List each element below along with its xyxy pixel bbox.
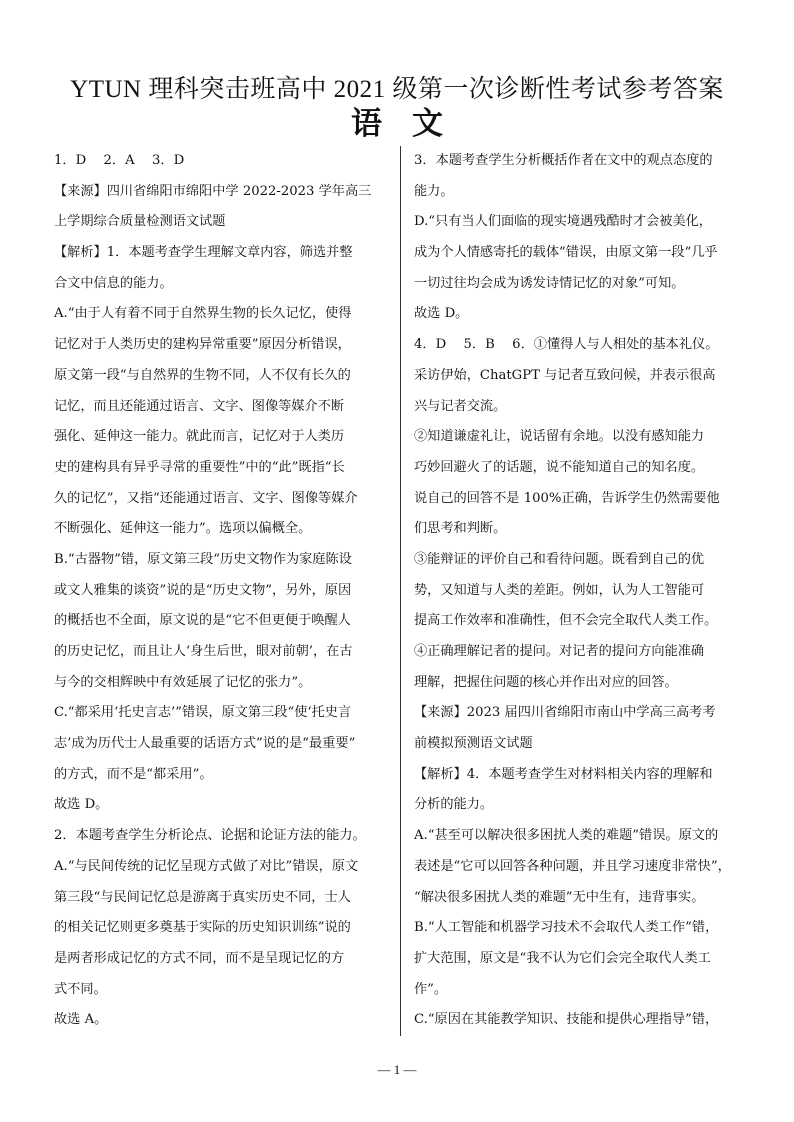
text-line: 是两者形成记忆的方式不同，而不是呈现记忆的方 [54,950,345,966]
page-number: — 1 — [377,1062,417,1077]
text-line: ④正确理解记者的提问。对记者的提问方向能准确 [414,644,705,659]
text-line: 故选 D。 [54,797,109,813]
text-line: 理解，把握住问题的核心并作出对应的回答。 [414,674,678,690]
text-line: 原文第一段“与自然界的生物不同，人不仅有长久的 [54,367,351,383]
text-line: 2．本题考查学生分析论点、论据和论证方法的能力。 [54,828,366,844]
text-line: 【来源】2023 届四川省绵阳市南山中学高三高考考 [414,705,716,721]
text-line: 提高工作效率和准确性，但不会完全取代人类工作。 [414,613,718,629]
text-line: 的概括也不全面，原文说的是“它不但更便于唤醒人 [54,613,351,629]
text-line: 第三段“与民间记忆总是游离于真实历史不同，士人 [54,889,351,905]
text-line: 采访伊始，ChatGPT 与记者互致问候，并表示很高 [414,367,716,383]
text-line: 表述是“它可以回答各种问题，并且学习速度非常快”， [414,858,731,874]
text-line: 【来源】四川省绵阳市绵阳中学 2022-2023 学年高三 [54,183,372,199]
text-line: 或文人雅集的谈资”说的是“历史文物”，另外，原因 [54,582,352,598]
text-line: 扩大范围，原文是“我不认为它们会完全取代人类工 [414,950,711,966]
text-line: C.“原因在其能教学知识、技能和提供心理指导”错， [414,1012,719,1028]
text-line: 的相关记忆则更多奠基于实际的历史知识训练”说的 [54,920,351,936]
text-line: 兴与记者交流。 [414,398,507,414]
text-line: 故选 A。 [54,1012,108,1028]
text-line: 故选 D。 [414,306,469,322]
text-line: 3．本题考查学生分析概括作者在文中的观点态度的 [414,153,713,168]
text-line: 久的记忆”，又指“还能通过语言、文字、图像等媒介 [54,490,358,506]
text-line: 说自己的回答不是 100%正确，告诉学生仍然需要他 [414,490,720,506]
text-line: 巧妙回避火了的话题，说不能知道自己的知名度。 [414,459,705,475]
text-line: 史的建构具有异乎寻常的重要性”中的“此”既指“长 [54,459,345,475]
column-divider [400,146,401,1036]
text-line: A.“由于人有着不同于自然界生物的长久记忆，使得 [54,306,352,322]
text-line: 【解析】1．本题考查学生理解文章内容，筛选并整 [54,245,353,261]
text-line: 【解析】4．本题考查学生对材料相关内容的理解和 [414,766,713,782]
text-line: 记忆对于人类历史的建构异常重要”原因分析错误， [54,337,351,353]
text-line: 势，又知道与人类的差距。例如，认为人工智能可 [414,582,705,598]
text-line: 前模拟预测语文试题 [414,736,533,752]
text-line: ②知道谦虚礼让，说话留有余地。以没有感知能力 [414,429,705,445]
text-line: C.“都采用‘托史言志’”错误，原文第三段“使‘托史言 [54,705,352,721]
text-line: 分析的能力。 [414,797,494,813]
text-line: 4．D 5．B 6．①懂得人与人相处的基本礼仪。 [414,337,719,353]
page-title: YTUN 理科突击班高中 2021 级第一次诊断性考试参考答案 [70,76,724,103]
text-line: 强化、延伸这一能力。就此而言，记忆对于人类历 [54,429,345,445]
text-line: 们思考和判断。 [414,521,507,537]
text-line: 式不同。 [54,981,107,997]
text-line: 成为个人情感寄托的载体”错误，由原文第一段“几乎 [414,245,718,261]
text-line: 志’成为历代士人最重要的话语方式”说的是“最重要” [54,736,356,752]
text-line: A.“与民间传统的记忆呈现方式做了对比”错误，原文 [54,858,359,874]
text-line: 上学期综合质量检测语文试题 [54,214,226,230]
text-line: 的历史记忆，而且让人‘身生后世，眼对前朝’，在古 [54,644,353,659]
text-line: 记忆，而且还能通过语言、文字、图像等媒介不断 [54,398,345,414]
text-line: 合文中信息的能力。 [54,275,173,291]
text-line: A.“甚至可以解决很多困扰人类的难题”错误。原文的 [414,828,719,844]
text-line: ③能辩证的评价自己和看待问题。既看到自己的优 [414,551,705,567]
subject-heading: 语文 [351,106,473,142]
text-line: 与今的交相辉映中有效延展了记忆的张力”。 [54,674,312,690]
text-line: “解决很多困扰人类的难题”无中生有，违背事实。 [414,889,705,905]
text-line: 的方式，而不是“都采用”。 [54,766,213,782]
text-line: D.“只有当人们面临的现实境遇残酷时才会被美化， [414,214,712,230]
text-line: 能力。 [414,183,454,199]
text-line: 不断强化、延伸这一能力”。选项以偏概全。 [54,521,312,537]
text-line: 一切过往均会成为诱发诗情记忆的对象”可知。 [414,275,685,291]
right-column [414,146,757,1036]
text-line: B.“古器物”错，原文第三段“历史文物作为家庭陈设 [54,551,352,567]
left-column [54,146,397,1036]
text-line: 1．D 2．A 3．D [54,153,185,168]
text-line: B.“人工智能和机器学习技术不会取代人类工作”错， [414,920,719,936]
text-line: 作”。 [414,981,448,997]
